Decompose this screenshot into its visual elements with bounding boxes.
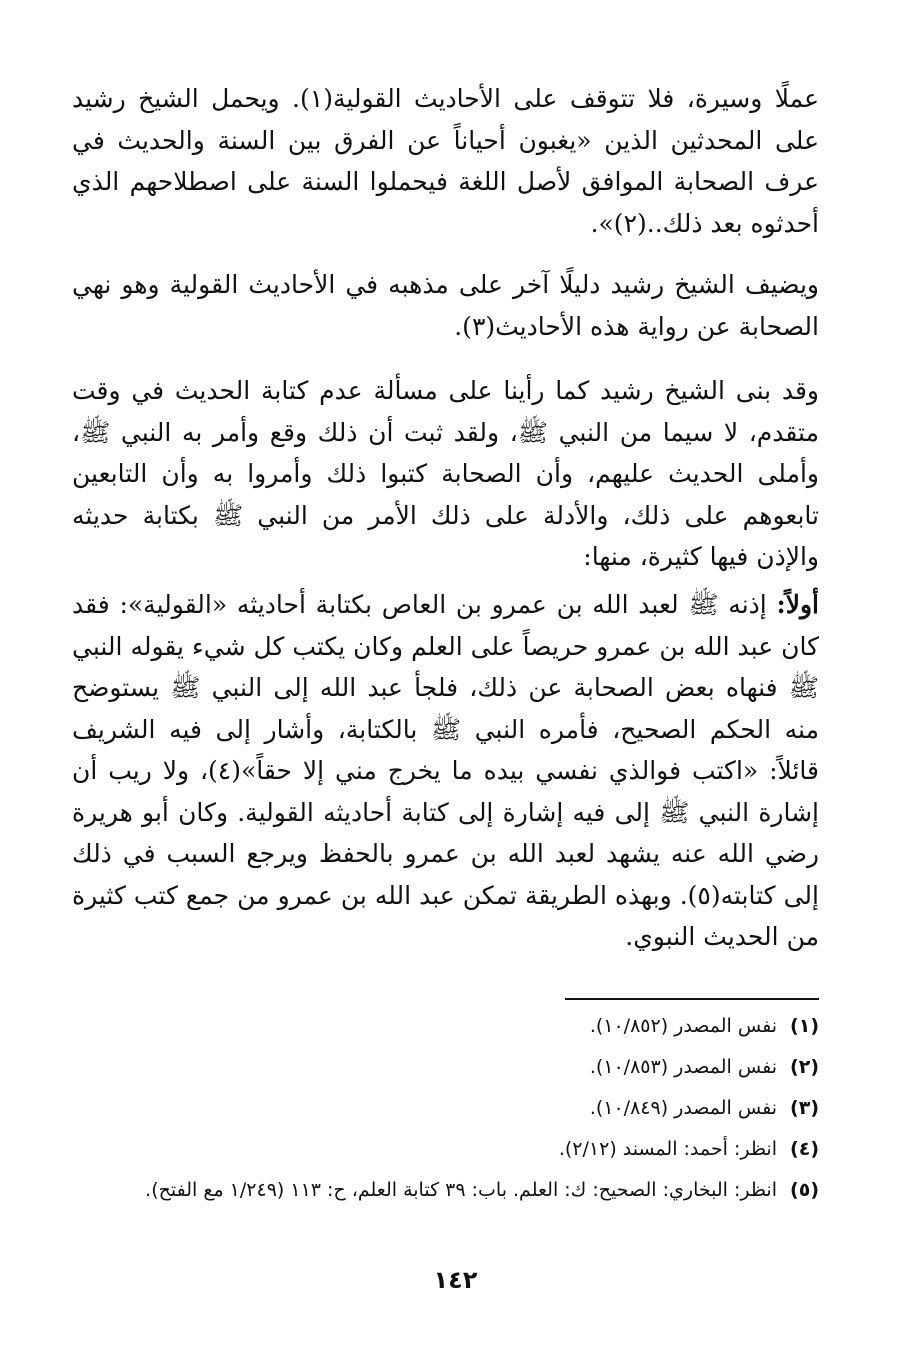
body-paragraph-3: وقد بنى الشيخ رشيد كما رأينا على مسألة عدم كتابة الحديث في وقت متقدم، لا سيما من النبي ﷺ، ولقد ثبت أن ذلك وقع وأمر به النبي ﷺ، وأملى الحديث عليهم، وأن الصحابة كتبوا ذلك وأمروا به وأن التابعين تابعوهم على ذلك، والأدلة على ذلك الأمر من النبي ﷺ بكتابة حديثه والإذن فيها كثيرة، منها: [72,376,819,571]
footnote-item [72,1094,819,1123]
paragraph-4-text: إذنه ﷺ لعبد الله بن عمرو بن العاص بكتابة أحاديثه «القولية»: فقد كان عبد الله بن عمرو حريصاً على العلم وكان يكتب كل شيء يقوله النبي ﷺ فنهاه بعض الصحابة عن ذلك، فلجأ عبد الله إلى النبي ﷺ يستوضح منه الحكم الصحيح، فأمره النبي ﷺ بالكتابة، وأشار إلى فيه الشريف قائلاً: «اكتب فوالذي نفسي بيده ما يخرج مني إلا حقاً»(٤)، ولا ريب أن إشارة النبي ﷺ إلى فيه إشارة إلى كتابة أحاديثه القولية. وكان أبو هريرة رضي الله عنه يشهد لعبد الله بن عمرو بالحفظ ويرجع السبب في ذلك إلى كتابته(٥). وبهذه الطريقة تمكن عبد الله بن عمرو من جمع كتب كثيرة من الحديث النبوي. [72,590,819,951]
paragraph-lead-heading: أولاً: [776,590,819,619]
footnote-text: نفس المصدر (١٠/٨٥٢). [589,1015,777,1037]
footnote-text: انظر: أحمد: المسند (٢/١٢). [558,1138,777,1160]
footnote-item [72,1012,819,1041]
footnote-text: انظر: البخاري: الصحيح: ك: العلم. باب: ٣٩ كتابة العلم، ح: ١١٣ (١/٢٤٩ مع الفتح). [145,1179,777,1201]
body-paragraph-1: عملًا وسيرة، فلا تتوقف على الأحاديث القولية(١). ويحمل الشيخ رشيد على المحدثين الذين «يغبون أحياناً عن الفرق بين السنة والحديث في عرف الصحابة الموافق لأصل اللغة فيحملوا السنة على اصطلاحهم الذي أحدثوه بعد ذلك..(٢)». [72,84,819,238]
footnote-item [72,1176,819,1205]
footnote-number: (٤) [790,1138,819,1160]
footnotes-section [72,1012,819,1217]
footnote-item [72,1135,819,1164]
footnote-number: (٥) [790,1179,819,1201]
footnote-number: (٣) [790,1097,819,1119]
footnote-text: نفس المصدر (١٠/٨٤٩). [589,1097,777,1119]
body-paragraph-2: ويضيف الشيخ رشيد دليلًا آخر على مذهبه في الأحاديث القولية وهو نهي الصحابة عن رواية هذه الأحاديث(٣). [72,270,819,341]
body-paragraph-4 [72,584,819,958]
page-number: ١٤٢ [433,1266,478,1294]
footnote-item [72,1053,819,1082]
footnote-separator [565,998,819,1000]
footnote-number: (٢) [790,1056,819,1078]
footnote-number: (١) [790,1015,819,1037]
footnote-text: نفس المصدر (١٠/٨٥٣). [589,1056,777,1078]
